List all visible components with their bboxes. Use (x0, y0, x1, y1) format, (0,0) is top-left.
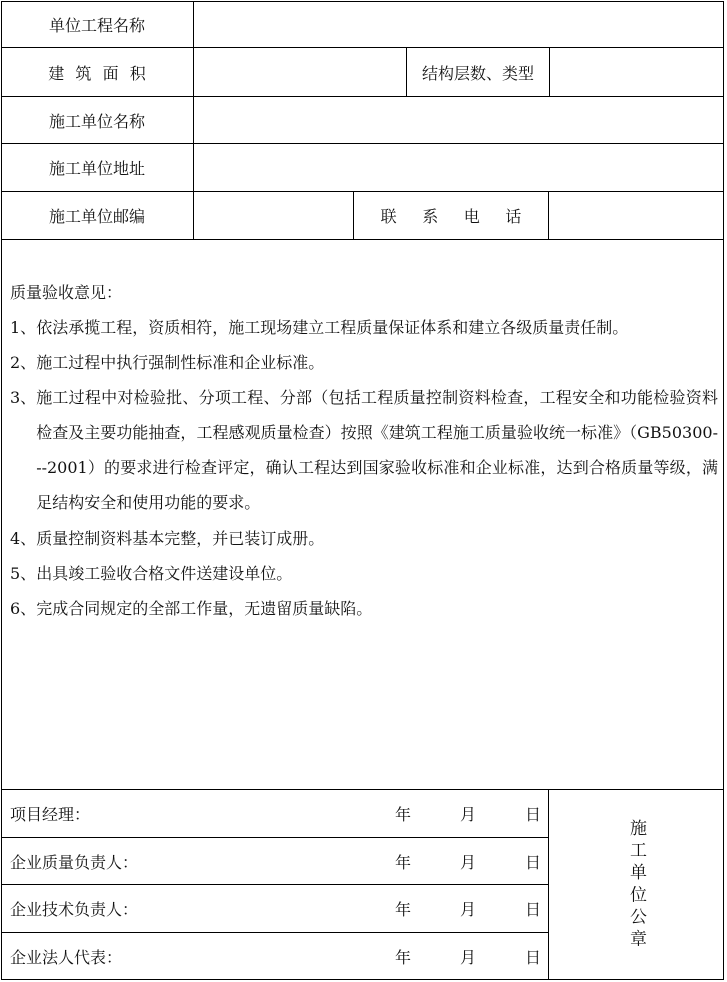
item-text: 完成合同规定的全部工作量，无遗留质量缺陷。 (36, 599, 373, 618)
date-field[interactable] (395, 885, 541, 932)
building-area-label: 建筑面积 (48, 63, 157, 83)
day-label: 日 (524, 805, 541, 824)
item-number: 6、 (10, 599, 37, 618)
structure-label: 结构层数、类型 (421, 63, 534, 83)
year-label: 年 (395, 805, 412, 824)
month-label: 月 (459, 900, 476, 919)
phone-label: 联系电话 (380, 207, 547, 226)
opinion-item (10, 556, 718, 591)
year-label: 年 (395, 852, 412, 872)
month-label: 月 (459, 852, 476, 872)
legal-rep-label: 企业法人代表： (10, 948, 123, 967)
item-number: 2、 (10, 353, 37, 372)
postcode-value[interactable] (194, 192, 353, 239)
technical-lead-label: 企业技术负责人： (10, 900, 139, 919)
day-label: 日 (524, 852, 541, 872)
item-text: 施工过程中对检验批、分项工程、分部（包括工程质量控制资料检查，工程安全和功能检验资料检查及主要功能抽查，工程感观质量检查）按照《建筑工程施工质量验收统一标准》（GB50300---2001）的要求进行检查评定，确认工程达到国家验收标准和企业标准，达到合格质量等级，满足结构安全和使用功能的要求。 (36, 388, 718, 512)
day-label: 日 (524, 948, 541, 967)
seal-label: 施工单位公章 (626, 818, 646, 952)
month-label: 月 (459, 948, 476, 967)
phone-value[interactable] (549, 192, 724, 239)
item-number: 1、 (10, 318, 37, 337)
item-number: 4、 (10, 529, 37, 548)
month-label: 月 (459, 805, 476, 824)
project-manager-label: 项目经理： (10, 805, 91, 824)
item-text: 质量控制资料基本完整，并已装订成册。 (36, 529, 325, 548)
date-field[interactable] (395, 933, 541, 980)
item-number: 5、 (10, 564, 37, 583)
opinion-item (10, 345, 718, 380)
rule (1, 239, 724, 240)
day-label: 日 (524, 900, 541, 919)
year-label: 年 (395, 900, 412, 919)
item-text: 依法承揽工程，资质相符，施工现场建立工程质量保证体系和建立各级质量责任制。 (36, 318, 629, 337)
opinion-item (10, 310, 718, 345)
project-name-label: 单位工程名称 (48, 15, 145, 35)
quality-lead-label: 企业质量负责人： (10, 852, 139, 872)
opinion-title: 质量验收意见： (10, 283, 123, 302)
postcode-label: 施工单位邮编 (48, 207, 145, 226)
structure-value[interactable] (550, 48, 724, 96)
contractor-name-label: 施工单位名称 (48, 111, 145, 131)
opinion-item (10, 380, 718, 520)
item-text: 出具竣工验收合格文件送建设单位。 (36, 564, 293, 583)
date-field[interactable] (395, 790, 541, 837)
contractor-address-label: 施工单位地址 (48, 159, 145, 178)
project-name-value[interactable] (194, 1, 727, 47)
date-field[interactable] (395, 838, 541, 884)
company-seal-area[interactable] (548, 790, 725, 980)
contractor-name-value[interactable] (194, 97, 724, 143)
item-number: 3、 (10, 388, 37, 407)
contractor-address-value[interactable] (194, 144, 724, 191)
opinion-item (10, 591, 718, 626)
building-area-value[interactable] (194, 48, 406, 96)
opinion-item (10, 521, 718, 556)
item-text: 施工过程中执行强制性标准和企业标准。 (36, 353, 325, 372)
year-label: 年 (395, 948, 412, 967)
